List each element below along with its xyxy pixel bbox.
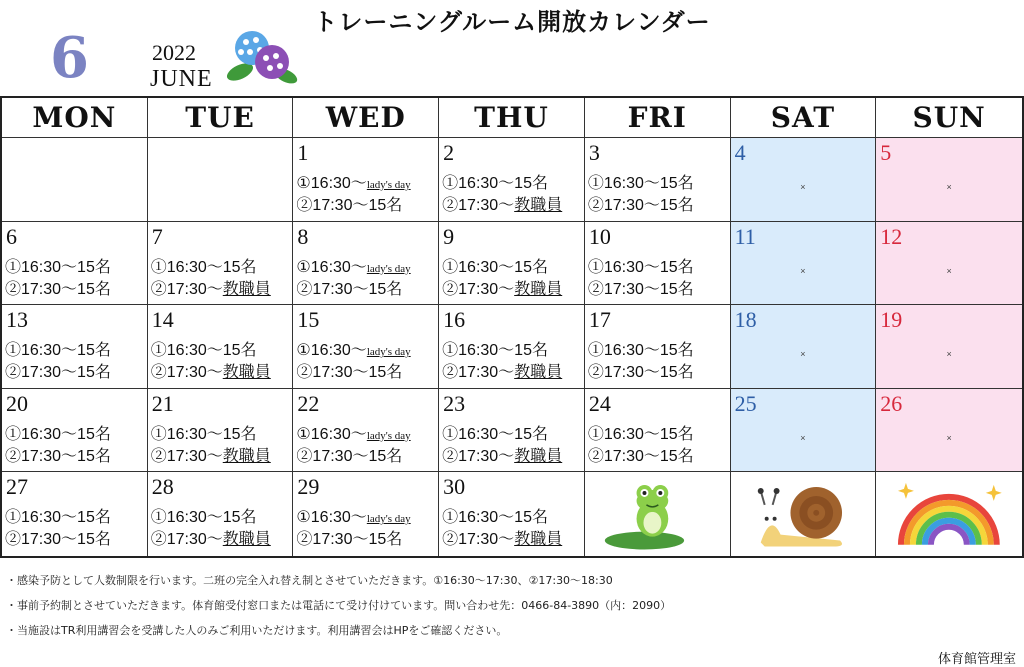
note-2: ・事前予約制とさせていただきます。体育館受付窓口または電話にて受け付けています。問い合わせ先：0466-84-3890（内：2090） <box>6 599 672 612</box>
day-number: 2 <box>443 140 455 165</box>
session-time: ①16:30〜15名 <box>5 258 111 276</box>
weekday-sat: SAT <box>731 98 877 138</box>
closed-mark: × <box>800 265 806 276</box>
session-time: ②17:30〜15名 <box>587 447 694 465</box>
session-2 <box>442 443 562 466</box>
day-cell <box>2 389 148 473</box>
session-2 <box>442 359 562 382</box>
session-2 <box>442 276 562 299</box>
day-number: 29 <box>297 474 320 500</box>
closed-mark: × <box>800 432 806 443</box>
session-time: ①16:30〜 <box>296 258 367 276</box>
ladys-day-tag: lady's day <box>366 429 411 442</box>
day-cell <box>2 138 148 222</box>
day-cell <box>293 472 439 556</box>
weekday-tue: TUE <box>148 98 294 138</box>
day-cell <box>585 222 731 306</box>
day-cell <box>731 305 877 389</box>
day-cell <box>293 305 439 389</box>
staff-tag: 教職員 <box>514 531 563 549</box>
day-cell <box>876 222 1022 306</box>
day-number: 8 <box>297 223 309 249</box>
session-1 <box>442 254 548 277</box>
day-number: 21 <box>151 390 174 416</box>
session-time: ②17:30〜 <box>150 280 223 298</box>
day-number: 17 <box>588 307 611 333</box>
page-title: トレーニングルーム開放カレンダー <box>313 8 711 36</box>
ladys-day-tag: lady's day <box>366 179 411 191</box>
session-2 <box>151 526 271 549</box>
session-time: ②17:30〜15名 <box>5 447 111 465</box>
session-time: ②17:30〜 <box>442 531 515 549</box>
session-2 <box>296 443 402 466</box>
day-cell <box>293 222 439 306</box>
session-1 <box>442 337 548 360</box>
session-time: ②17:30〜15名 <box>587 280 694 298</box>
day-number: 15 <box>297 307 320 333</box>
session-time: ①16:30〜 <box>296 425 367 443</box>
session-time: ①16:30〜15名 <box>5 509 111 527</box>
session-1 <box>588 421 694 444</box>
day-number: 3 <box>588 140 600 165</box>
day-cell <box>293 389 439 473</box>
day-cell <box>439 389 585 473</box>
day-cell <box>585 305 731 389</box>
closed-mark: × <box>800 182 806 192</box>
session-time: ②17:30〜 <box>442 364 515 382</box>
session-2 <box>151 359 271 382</box>
staff-tag: 教職員 <box>222 531 271 549</box>
session-1 <box>442 421 548 444</box>
day-cell <box>439 222 585 306</box>
day-number: 24 <box>588 390 611 416</box>
day-number: 12 <box>880 223 903 249</box>
session-2 <box>5 443 111 466</box>
session-time: ②17:30〜 <box>150 531 223 549</box>
day-cell <box>731 138 877 222</box>
session-2 <box>296 192 402 215</box>
staff-tag: 教職員 <box>222 364 271 382</box>
day-number: 30 <box>443 474 466 500</box>
weekday-wed: WED <box>293 98 439 138</box>
day-number: 13 <box>6 307 28 333</box>
session-1 <box>296 170 410 193</box>
session-time: ②17:30〜 <box>150 364 223 382</box>
session-time: ①16:30〜15名 <box>587 175 694 192</box>
closed-mark: × <box>946 182 952 192</box>
session-2 <box>5 526 111 549</box>
session-time: ①16:30〜15名 <box>150 425 257 443</box>
session-time: ②17:30〜 <box>150 447 223 465</box>
day-cell <box>148 138 294 222</box>
day-number: 22 <box>297 390 320 416</box>
closed-mark: × <box>946 265 952 276</box>
day-cell <box>731 472 877 556</box>
session-time: ②17:30〜15名 <box>5 280 111 298</box>
day-cell <box>585 472 731 556</box>
session-2 <box>442 526 562 549</box>
day-number: 1 <box>297 140 309 165</box>
ladys-day-tag: lady's day <box>366 513 411 526</box>
session-1 <box>442 504 548 527</box>
rainbow-illustration <box>876 472 1022 556</box>
month-number: 6 <box>50 25 89 91</box>
session-2 <box>151 276 271 299</box>
day-cell <box>293 138 439 222</box>
weekday-thu: THU <box>439 98 585 138</box>
session-1 <box>151 421 257 444</box>
session-1 <box>151 254 257 277</box>
day-cell <box>148 305 294 389</box>
session-2 <box>588 276 694 299</box>
day-cell <box>439 305 585 389</box>
day-number: 9 <box>443 223 455 249</box>
session-2 <box>151 443 271 466</box>
note-3: ・当施設はTR利用講習会を受講した人のみご利用いただけます。利用講習会はHPをご確認ください。 <box>6 624 508 637</box>
day-cell <box>439 472 585 556</box>
day-cell <box>148 222 294 306</box>
staff-tag: 教職員 <box>222 447 271 465</box>
session-time: ①16:30〜 <box>296 175 367 192</box>
day-cell <box>876 389 1022 473</box>
staff-tag: 教職員 <box>514 197 563 214</box>
session-time: ①16:30〜15名 <box>587 342 694 360</box>
staff-tag: 教職員 <box>514 364 563 382</box>
session-time: ①16:30〜 <box>296 342 367 360</box>
session-time: ②17:30〜 <box>442 280 515 298</box>
session-1 <box>151 337 257 360</box>
session-2 <box>588 359 694 382</box>
session-time: ①16:30〜15名 <box>150 509 257 527</box>
session-1 <box>5 337 111 360</box>
session-time: ①16:30〜15名 <box>150 342 257 360</box>
session-time: ①16:30〜15名 <box>150 258 257 276</box>
day-number: 7 <box>151 223 163 249</box>
session-1 <box>296 254 410 277</box>
session-time: ②17:30〜15名 <box>587 197 694 214</box>
day-cell <box>876 138 1022 222</box>
session-1 <box>5 504 111 527</box>
day-cell <box>731 389 877 473</box>
session-time: ②17:30〜15名 <box>296 197 403 214</box>
office-name: 体育館管理室 <box>937 652 1016 667</box>
session-time: ②17:30〜15名 <box>296 280 403 298</box>
session-1 <box>588 337 694 360</box>
session-1 <box>5 421 111 444</box>
session-2 <box>5 276 111 299</box>
calendar-grid <box>0 96 1024 558</box>
session-time: ①16:30〜15名 <box>5 342 111 360</box>
day-cell <box>585 389 731 473</box>
frog-illustration <box>585 472 730 556</box>
session-2 <box>296 359 402 382</box>
session-2 <box>296 526 402 549</box>
day-number: 16 <box>443 307 466 333</box>
day-cell <box>2 222 148 306</box>
session-time: ②17:30〜15名 <box>587 364 694 382</box>
session-1 <box>5 254 111 277</box>
weekday-sun: SUN <box>876 98 1022 138</box>
session-time: ②17:30〜15名 <box>5 364 111 382</box>
day-number: 23 <box>443 390 466 416</box>
day-number: 28 <box>151 474 174 500</box>
session-1 <box>588 170 694 193</box>
session-time: ①16:30〜15名 <box>5 425 111 443</box>
session-1 <box>296 504 410 527</box>
day-number: 18 <box>734 307 757 333</box>
session-time: ①16:30〜15名 <box>442 509 548 527</box>
day-number: 19 <box>880 307 903 333</box>
session-time: ②17:30〜 <box>442 447 515 465</box>
day-cell <box>2 305 148 389</box>
session-time: ①16:30〜 <box>296 509 367 527</box>
session-2 <box>296 276 402 299</box>
session-2 <box>588 192 694 215</box>
session-2 <box>442 192 562 215</box>
note-1: ・感染予防として人数制限を行います。二班の完全入れ替え制とさせていただきます。①16:30〜17:30、②17:30〜18:30 <box>6 574 613 587</box>
month-name: JUNE <box>150 66 213 92</box>
session-1 <box>296 421 410 444</box>
day-cell <box>439 138 585 222</box>
session-time: ①16:30〜15名 <box>442 258 548 276</box>
ladys-day-tag: lady's day <box>366 262 411 275</box>
day-cell <box>2 472 148 556</box>
staff-tag: 教職員 <box>514 280 563 298</box>
closed-mark: × <box>800 349 806 360</box>
session-2 <box>588 443 694 466</box>
session-1 <box>442 170 548 193</box>
session-time: ②17:30〜15名 <box>296 364 403 382</box>
session-1 <box>588 254 694 277</box>
staff-tag: 教職員 <box>222 280 271 298</box>
day-number: 5 <box>880 140 892 165</box>
day-number: 20 <box>6 390 28 416</box>
session-1 <box>296 337 410 360</box>
day-number: 6 <box>6 223 17 249</box>
closed-mark: × <box>946 432 952 443</box>
session-time: ②17:30〜15名 <box>5 531 111 549</box>
day-number: 11 <box>734 223 756 249</box>
weekday-mon: MON <box>2 98 148 138</box>
closed-mark: × <box>946 349 952 360</box>
session-1 <box>151 504 257 527</box>
day-cell <box>585 138 731 222</box>
day-number: 10 <box>588 223 611 249</box>
day-number: 27 <box>6 474 28 500</box>
day-cell <box>876 305 1022 389</box>
day-number: 14 <box>151 307 174 333</box>
snail-illustration <box>731 472 876 556</box>
weekday-fri: FRI <box>585 98 731 138</box>
session-time: ①16:30〜15名 <box>442 175 548 192</box>
day-number: 25 <box>734 390 757 416</box>
day-cell <box>731 222 877 306</box>
session-time: ①16:30〜15名 <box>442 342 548 360</box>
notes <box>6 572 671 647</box>
day-number: 4 <box>734 140 746 165</box>
session-time: ①16:30〜15名 <box>587 425 694 443</box>
day-cell <box>148 472 294 556</box>
session-time: ②17:30〜 <box>442 197 515 214</box>
session-2 <box>5 359 111 382</box>
year-label: 2022 <box>152 40 196 65</box>
day-cell <box>876 472 1022 556</box>
session-time: ②17:30〜15名 <box>296 447 403 465</box>
ladys-day-tag: lady's day <box>366 346 411 359</box>
day-number: 26 <box>880 390 903 416</box>
session-time: ①16:30〜15名 <box>587 258 694 276</box>
session-time: ①16:30〜15名 <box>442 425 548 443</box>
staff-tag: 教職員 <box>514 447 563 465</box>
session-time: ②17:30〜15名 <box>296 531 403 549</box>
day-cell <box>148 389 294 473</box>
hydrangea-illustration <box>226 28 298 90</box>
